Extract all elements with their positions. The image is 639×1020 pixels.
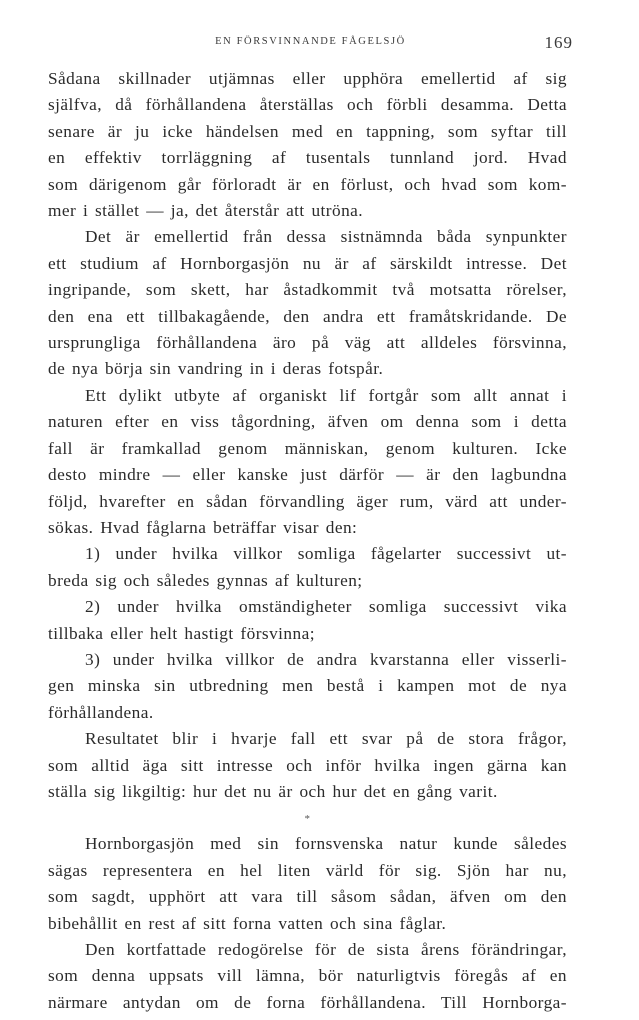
text-line: mer i stället — ja, det återstår att utröna. — [48, 201, 364, 221]
text-line: Den kortfattade redogörelse för de sista årens förändringar, — [85, 940, 567, 959]
page-number: 169 — [544, 33, 573, 52]
text-line: förhållandena. — [48, 702, 154, 722]
text-line: Det är emellertid från dessa sistnämnda båda synpunkter — [85, 227, 567, 247]
list-item-3: 3) under hvilka villkor de andra kvarstanna eller visserli- — [85, 649, 567, 669]
text-line: själfva, då förhållandena återställas och förbli desamma. Detta — [48, 95, 567, 115]
text-line: som därigenom går förloradt är en förlust, och hvad som kom- — [48, 174, 567, 194]
running-title: EN FÖRSVINNANDE FÅGELSJÖ — [215, 36, 406, 47]
text-line: ett studium af Hornborgasjön nu är af särskildt intresse. Det — [48, 253, 567, 273]
text-line: sökas. Hvad fåglarna beträffar visar den: — [48, 517, 358, 537]
text-line: senare är ju icke händelsen med en tappning, som syftar till — [48, 121, 567, 141]
text-line: Resultatet blir i hvarje fall ett svar på de stora frågor, — [85, 729, 567, 749]
running-header — [48, 33, 573, 56]
text-line: ingripande, som skett, har åstadkommit två motsatta rörelser, — [48, 280, 567, 300]
list-item-1: 1) under hvilka villkor somliga fågelarter successivt ut- — [85, 544, 567, 564]
text-line: ursprungliga förhållandena äro på väg att alldeles försvinna, — [48, 333, 567, 353]
list-item-2: 2) under hvilka omständigheter somliga successivt vika — [85, 597, 567, 617]
text-line: gen minska sin utbredning men bestå i kampen mot de nya — [48, 676, 567, 696]
text-line: tillbaka eller helt hastigt försvinna; — [48, 623, 315, 643]
body-text — [48, 66, 567, 1016]
text-line: som sagdt, upphört att vara till såsom sådan, äfven om den — [48, 887, 567, 907]
text-line: breda sig och således gynnas af kulturen; — [48, 570, 363, 590]
text-line: som alltid äga sitt intresse och inför hvilka ingen gärna kan — [48, 755, 567, 775]
text-line: Sådana skillnader utjämnas eller upphöra emellertid af sig — [48, 69, 567, 88]
text-line: de nya börja sin vandring in i deras fotspår. — [48, 359, 384, 379]
text-line: sägas representera en hel liten värld för sig. Sjön har nu, — [48, 860, 567, 880]
text-line: Ett dylikt utbyte af organiskt lif fortgår som allt annat i — [85, 385, 567, 405]
text-line: den ena ett tillbakagående, den andra ett framåtskridande. De — [48, 306, 567, 326]
section-divider: * — [304, 813, 311, 826]
text-line: följd, hvarefter en sådan förvandling äger rum, värd att under- — [48, 491, 567, 511]
text-line: naturen efter en viss tågordning, äfven om denna som i detta — [48, 412, 567, 432]
text-line: en effektiv torrläggning af tusentals tunnland jord. Hvad — [48, 148, 567, 168]
text-line: fall är framkallad genom människan, genom kulturen. Icke — [48, 438, 567, 458]
text-line: bibehållit en rest af sitt forna vatten och sina fåglar. — [48, 913, 447, 933]
text-line: som denna uppsats vill lämna, bör naturligtvis föregås af en — [48, 966, 567, 986]
text-line: ställa sig likgiltig: hur det nu är och hur det en gång varit. — [48, 781, 498, 801]
text-line: Hornborgasjön med sin fornsvenska natur kunde således — [85, 834, 567, 854]
text-line: desto mindre — eller kanske just därför — är den lagbundna — [48, 465, 567, 485]
text-line: närmare antydan om de forna förhållandena. Till Hornborga- — [48, 992, 567, 1012]
